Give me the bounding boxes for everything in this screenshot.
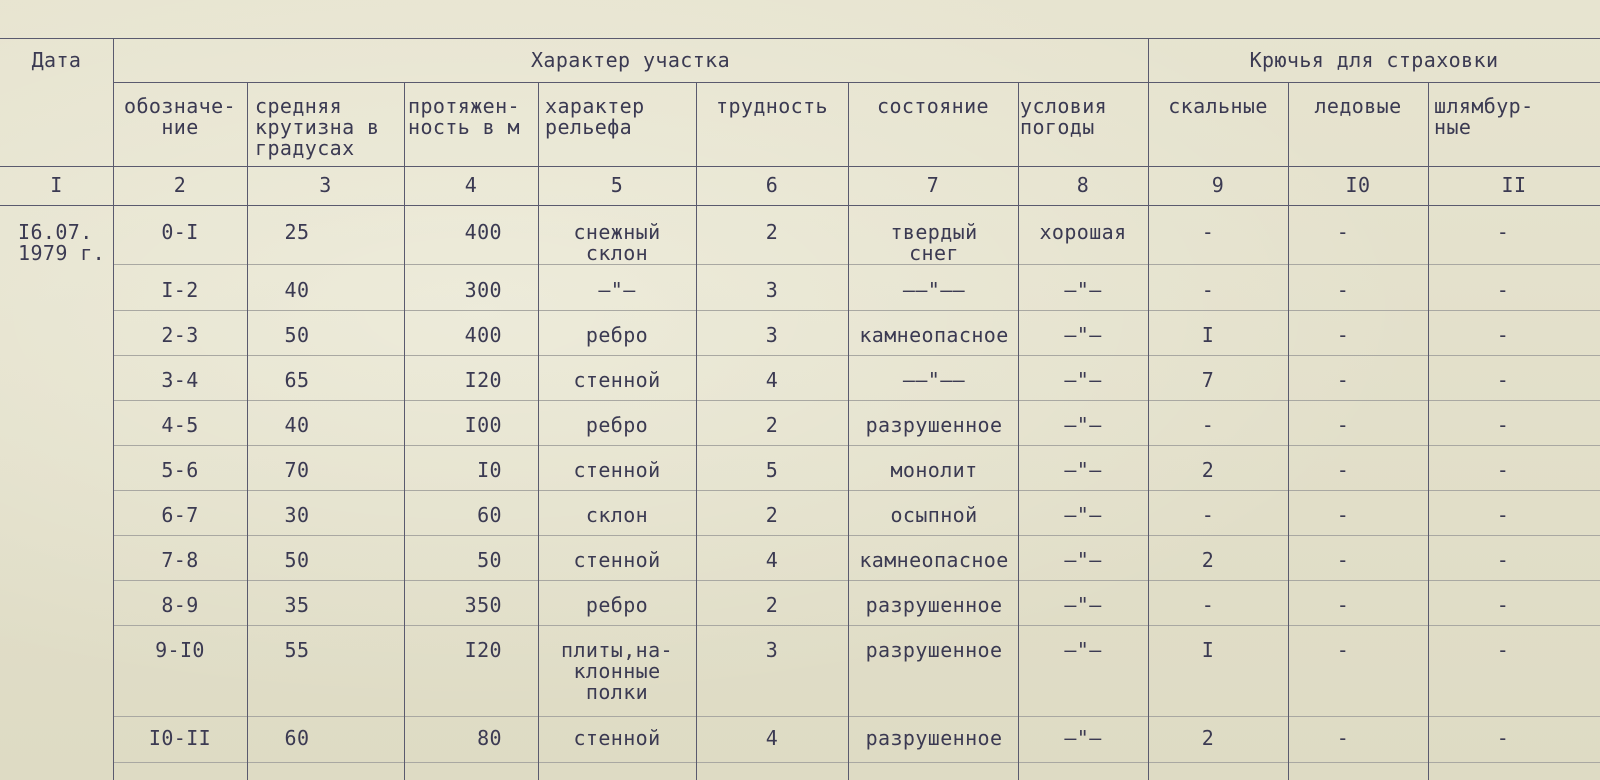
difficulty-cell: 5: [765, 458, 779, 482]
ice-hooks-cell: -: [1336, 503, 1350, 527]
weather-cell: —"—: [1064, 323, 1102, 347]
weather-cell: хорошая: [1039, 220, 1127, 244]
state-cell: разрушенное: [865, 413, 1003, 437]
bolt-hooks-cell: -: [1496, 323, 1510, 347]
segment-cell: I0-II: [148, 726, 212, 750]
row-rule: [113, 310, 1600, 311]
rock-hooks-cell: -: [1201, 220, 1215, 244]
rock-hooks-cell: 2: [1201, 726, 1215, 750]
row-rule: [113, 716, 1600, 717]
segment-cell: 2-3: [161, 323, 199, 347]
row-rule: [113, 625, 1600, 626]
row-rule: [113, 490, 1600, 491]
weather-cell: —"—: [1064, 726, 1102, 750]
difficulty-cell: 3: [765, 638, 779, 662]
relief-cell: стенной: [573, 548, 661, 572]
weather-cell: —"—: [1064, 458, 1102, 482]
length-cell: 60: [477, 503, 502, 527]
relief-cell: плиты,на- клонные полки: [561, 638, 673, 704]
ice-hooks-cell: -: [1336, 548, 1350, 572]
ice-hooks-cell: -: [1336, 278, 1350, 302]
segment-cell: 6-7: [161, 503, 199, 527]
rock-hooks-cell: I: [1201, 323, 1215, 347]
ice-hooks-cell: -: [1336, 726, 1350, 750]
ice-hooks-cell: -: [1336, 368, 1350, 392]
segment-cell: 8-9: [161, 593, 199, 617]
steepness-cell: 55: [284, 638, 310, 662]
length-cell: 400: [464, 323, 502, 347]
bolt-hooks-cell: -: [1496, 220, 1510, 244]
column-number: 7: [926, 173, 940, 197]
header-section-character: Характер участка: [530, 48, 731, 72]
weather-cell: —"—: [1064, 548, 1102, 572]
row-rule: [113, 264, 1600, 265]
weather-cell: —"—: [1064, 638, 1102, 662]
relief-cell: стенной: [573, 726, 661, 750]
difficulty-cell: 4: [765, 368, 779, 392]
steepness-cell: 50: [284, 323, 310, 347]
steepness-cell: 65: [284, 368, 310, 392]
length-cell: I20: [464, 638, 502, 662]
ice-hooks-cell: -: [1336, 220, 1350, 244]
state-cell: осыпной: [890, 503, 978, 527]
bolt-hooks-cell: -: [1496, 503, 1510, 527]
bolt-hooks-cell: -: [1496, 458, 1510, 482]
ice-hooks-cell: -: [1336, 323, 1350, 347]
header-state: состояние: [877, 94, 989, 118]
header-weather: условия погоды: [1020, 94, 1108, 139]
header-bolt: шлямбур- ные: [1434, 94, 1534, 139]
segment-cell: 4-5: [161, 413, 199, 437]
state-cell: ——"——: [902, 278, 966, 302]
length-cell: I20: [464, 368, 502, 392]
relief-cell: стенной: [573, 368, 661, 392]
segment-cell: 0-I: [161, 220, 199, 244]
rock-hooks-cell: 2: [1201, 548, 1215, 572]
state-cell: разрушенное: [865, 726, 1003, 750]
header-date: Дата: [31, 48, 82, 72]
header-difficulty: трудность: [716, 94, 828, 118]
row-rule: [113, 535, 1600, 536]
ice-hooks-cell: -: [1336, 458, 1350, 482]
steepness-cell: 25: [284, 220, 310, 244]
header-bottom-border: [0, 166, 1600, 167]
rock-hooks-cell: -: [1201, 413, 1215, 437]
segment-cell: 5-6: [161, 458, 199, 482]
difficulty-cell: 2: [765, 220, 779, 244]
segment-cell: 7-8: [161, 548, 199, 572]
length-cell: I00: [464, 413, 502, 437]
steepness-cell: 30: [284, 503, 310, 527]
state-cell: разрушенное: [865, 593, 1003, 617]
state-cell: камнеопасное: [859, 323, 1009, 347]
ice-hooks-cell: -: [1336, 593, 1350, 617]
state-cell: монолит: [890, 458, 978, 482]
state-cell: разрушенное: [865, 638, 1003, 662]
header-hooks: Крючья для страховки: [1249, 48, 1499, 72]
row-rule: [113, 580, 1600, 581]
bolt-hooks-cell: -: [1496, 638, 1510, 662]
bolt-hooks-cell: -: [1496, 593, 1510, 617]
length-cell: 350: [464, 593, 502, 617]
rock-hooks-cell: -: [1201, 503, 1215, 527]
state-cell: камнеопасное: [859, 548, 1009, 572]
segment-cell: 9-I0: [155, 638, 205, 662]
column-number: 8: [1076, 173, 1090, 197]
ice-hooks-cell: -: [1336, 638, 1350, 662]
header-steepness: средняя крутизна в градусах: [255, 94, 380, 160]
ice-hooks-cell: -: [1336, 413, 1350, 437]
segment-cell: I-2: [161, 278, 199, 302]
relief-cell: ребро: [585, 413, 649, 437]
steepness-cell: 40: [284, 278, 310, 302]
relief-cell: —"—: [598, 278, 636, 302]
date-value: I6.07. 1979 г.: [18, 220, 106, 265]
bolt-hooks-cell: -: [1496, 413, 1510, 437]
rock-hooks-cell: 7: [1201, 368, 1215, 392]
bolt-hooks-cell: -: [1496, 278, 1510, 302]
column-number: 6: [765, 173, 779, 197]
steepness-cell: 70: [284, 458, 310, 482]
bolt-hooks-cell: -: [1496, 548, 1510, 572]
length-cell: 50: [477, 548, 502, 572]
column-divider: [1148, 38, 1149, 780]
column-number: I: [50, 173, 63, 197]
column-number: 5: [610, 173, 624, 197]
weather-cell: —"—: [1064, 413, 1102, 437]
state-cell: твердый снег: [890, 220, 978, 265]
segment-cell: 3-4: [161, 368, 199, 392]
steepness-cell: 60: [284, 726, 310, 750]
rock-hooks-cell: 2: [1201, 458, 1215, 482]
rock-hooks-cell: -: [1201, 593, 1215, 617]
row-rule: [113, 355, 1600, 356]
column-number: I0: [1345, 173, 1371, 197]
length-cell: 300: [464, 278, 502, 302]
number-row-bottom-border: [0, 205, 1600, 206]
steepness-cell: 35: [284, 593, 310, 617]
difficulty-cell: 2: [765, 503, 779, 527]
relief-cell: склон: [585, 503, 649, 527]
relief-cell: стенной: [573, 458, 661, 482]
row-rule: [113, 400, 1600, 401]
header-length: протяжен- ность в м: [408, 94, 520, 139]
column-number: 4: [464, 173, 478, 197]
difficulty-cell: 4: [765, 726, 779, 750]
header-rock: скальные: [1168, 94, 1268, 118]
column-number: 9: [1211, 173, 1225, 197]
row-rule: [113, 445, 1600, 446]
length-cell: I0: [477, 458, 502, 482]
bolt-hooks-cell: -: [1496, 368, 1510, 392]
bolt-hooks-cell: -: [1496, 726, 1510, 750]
difficulty-cell: 3: [765, 323, 779, 347]
table-top-border: [0, 38, 1600, 39]
length-cell: 400: [464, 220, 502, 244]
header-relief: характер рельефа: [545, 94, 645, 139]
difficulty-cell: 3: [765, 278, 779, 302]
relief-cell: ребро: [585, 323, 649, 347]
steepness-cell: 40: [284, 413, 310, 437]
relief-cell: снежный склон: [573, 220, 661, 265]
state-cell: ——"——: [902, 368, 966, 392]
row-rule: [113, 762, 1600, 763]
header-designation: обозначе- ние: [124, 94, 236, 139]
weather-cell: —"—: [1064, 503, 1102, 527]
difficulty-cell: 2: [765, 413, 779, 437]
weather-cell: —"—: [1064, 368, 1102, 392]
header-divider: [113, 82, 1600, 83]
rock-hooks-cell: I: [1201, 638, 1215, 662]
weather-cell: —"—: [1064, 278, 1102, 302]
column-number: II: [1501, 173, 1527, 197]
header-ice: ледовые: [1314, 94, 1402, 118]
column-number: 2: [173, 173, 187, 197]
steepness-cell: 50: [284, 548, 310, 572]
column-number: 3: [319, 173, 332, 197]
difficulty-cell: 2: [765, 593, 779, 617]
column-divider: [113, 38, 114, 780]
rock-hooks-cell: -: [1201, 278, 1215, 302]
difficulty-cell: 4: [765, 548, 779, 572]
relief-cell: ребро: [585, 593, 649, 617]
weather-cell: —"—: [1064, 593, 1102, 617]
length-cell: 80: [477, 726, 502, 750]
